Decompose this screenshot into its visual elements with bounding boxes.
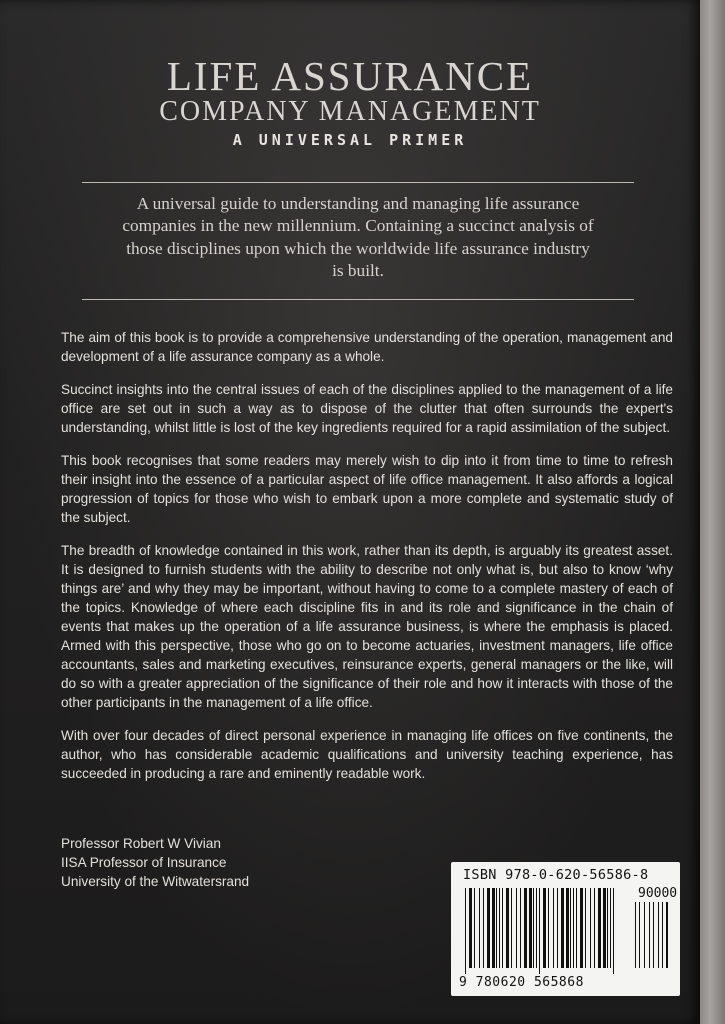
intro-blurb: A universal guide to understanding and managing life assurance companies in the new millennium. Containing a succinct analysis of those disciplines upon which the worldwide life assurance industry is built. xyxy=(122,194,594,281)
paragraph-5: With over four decades of direct personal experience in managing life offices on five continents, the author, who has considerable academic qualifications and university teaching experience, has succeeded in producing a rare and eminently readable work. xyxy=(61,728,673,781)
ean-number: 9 780620 565868 xyxy=(459,975,584,990)
signature-institution: University of the Witwatersrand xyxy=(61,874,250,889)
isbn-barcode xyxy=(451,862,680,996)
description-body xyxy=(61,328,673,797)
paragraph-3: This book recognises that some readers may merely wish to dip into it from time to time to refresh their insight into the essence of a particular aspect of life office management. It also affords a logical progression of topics for those who wish to embark upon a more complete and systematic study of the subject. xyxy=(61,453,673,525)
top-divider xyxy=(82,182,634,183)
signature-title: IISA Professor of Insurance xyxy=(61,855,227,870)
page-edge xyxy=(700,0,725,1024)
paragraph-2: Succinct insights into the central issues of each of the disciplines applied to the management of a life office are set out in such a way as to dispose of the clutter that often surrounds the expert's understanding, whilst little is lost of the key ingredients required for a rapid assimilation of the subject. xyxy=(61,382,673,435)
signature-name: Professor Robert W Vivian xyxy=(61,836,221,851)
title-line-1: LIFE ASSURANCE xyxy=(166,53,534,99)
subtitle: A UNIVERSAL PRIMER xyxy=(232,131,468,149)
barcode-bars xyxy=(465,888,670,976)
isbn-text: ISBN 978-0-620-56586-8 xyxy=(463,867,649,883)
title-line-2: COMPANY MANAGEMENT xyxy=(159,96,541,127)
paragraph-4: The breadth of knowledge contained in this work, rather than its depth, is arguably its greatest asset. It is designed to furnish students with the ability to describe not only what is, but also to know ‘why things are’ and why they may be important, without having to come to a complete mastery of each of the topics. Knowledge of where each discipline fits in and its role and significance in the chain of events that makes up the operation of a life assurance business, is where the emphasis is placed. Armed with this perspective, those who go on to become actuaries, investment managers, life office accountants, sales and marketing executives, reinsurance experts, general managers or the like, will do so with a greater appreciation of the significance of their role and how it interacts with those of the other participants in the management of a life office. xyxy=(61,543,673,710)
endorsement-signature xyxy=(61,834,249,891)
price-addon-code: 90000 xyxy=(638,886,678,901)
paragraph-1: The aim of this book is to provide a comprehensive understanding of the operation, management and development of a life assurance company as a whole. xyxy=(61,330,673,364)
bottom-divider xyxy=(82,299,634,300)
